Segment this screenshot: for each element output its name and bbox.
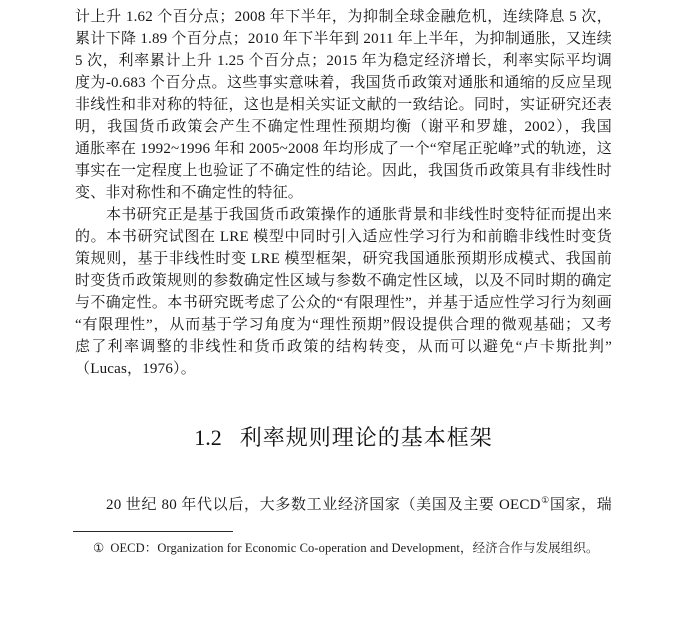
body-line: 明，我国货币政策会产生不确定性理性预期均衡（谢平和罗雄，2002），我国: [75, 119, 612, 135]
body-line: （Lucas，1976）。: [75, 361, 196, 377]
body-line: “有限理性”，从而基于学习角度为“理性预期”假设提供合理的微观基础；又考: [75, 317, 612, 333]
body-line: 非线性和非对称的特征，这也是相关实证文献的一致结论。同时，实证研究还表: [75, 97, 612, 113]
paragraph-oecd: [75, 494, 612, 516]
section-number: 1.2: [194, 425, 222, 450]
oecd-line-text-after: 国家，瑞: [549, 497, 612, 513]
body-line: 本书研究正是基于我国货币政策操作的通胀背景和非线性时变特征而提出来: [106, 207, 612, 223]
paragraph-continuation: [75, 6, 612, 204]
footnote: [75, 540, 612, 557]
body-line: 通胀率在 1992~1996 年和 2005~2008 年均形成了一个“窄尾正驼峰”式的轨迹，这: [75, 141, 612, 157]
body-line: 累计下降 1.89 个百分点；2010 年下半年到 2011 年上半年，为抑制通胀，又连续: [75, 31, 612, 47]
footnote-marker: ①: [93, 541, 105, 555]
body-line: 的。本书研究试图在 LRE 模型中同时引入适应性学习行为和前瞻非线性时变货: [75, 229, 612, 245]
footnote-separator: [73, 531, 233, 532]
oecd-line-text: 20 世纪 80 年代以后，大多数工业经济国家（美国及主要 OECD: [106, 497, 541, 513]
body-line: 计上升 1.62 个百分点；2008 年下半年，为抑制全球金融危机，连续降息 5 次，: [75, 9, 612, 25]
footnote-reference-mark: ①: [540, 495, 550, 505]
body-line: 变、非对称性和不确定性的特征。: [75, 185, 304, 201]
body-line: 5 次，利率累计上升 1.25 个百分点；2015 年为稳定经济增长，利率实际平均调: [75, 53, 612, 69]
body-text-block: [75, 6, 612, 380]
body-line: 与不确定性。本书研究既考虑了公众的“有限理性”，并基于适应性学习行为刻画: [75, 295, 612, 311]
body-line: 度为-0.683 个百分点。这些事实意味着，我国货币政策对通胀和通缩的反应呈现: [75, 75, 612, 91]
section-title: 利率规则理论的基本框架: [239, 425, 493, 450]
section-heading: [75, 422, 612, 454]
body-line: [75, 494, 612, 516]
footnote-text: OECD：Organization for Economic Co-operation and Development，经济合作与发展组织。: [110, 541, 599, 555]
body-line: 事实在一定程度上也验证了不确定性的结论。因此，我国货币政策具有非线性时: [75, 163, 612, 179]
body-line: 策规则，基于非线性时变 LRE 模型框架，研究我国通胀预期形成模式、我国前: [75, 251, 612, 267]
body-line: 虑了利率调整的非线性和货币政策的结构转变，从而可以避免“卢卡斯批判”: [75, 339, 612, 355]
paragraph-research-intro: [75, 204, 612, 380]
body-line: 时变货币政策规则的参数确定性区域与参数不确定性区域，以及不同时期的确定: [75, 273, 612, 289]
